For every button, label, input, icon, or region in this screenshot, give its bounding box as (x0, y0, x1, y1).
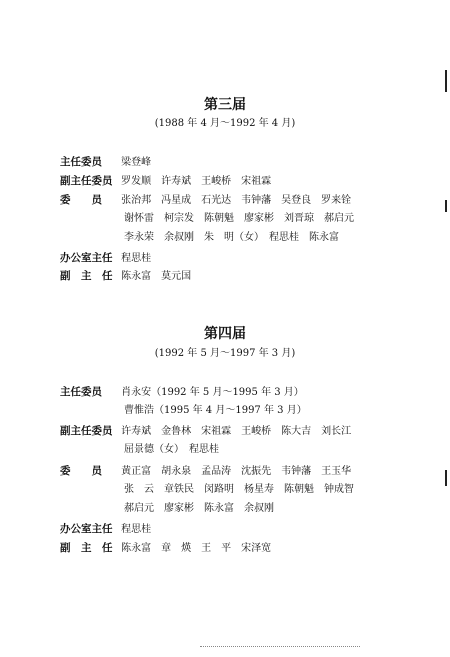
fourth-director-2: 曹惟浩（1995 年 4 月～1997 年 3 月） (124, 405, 307, 416)
third-director-label: 主任委员 (60, 156, 102, 168)
third-deputy-row (60, 171, 271, 186)
third-members-label: 委 员 (60, 194, 102, 206)
third-members-line1: 张治邦 冯星成 石光达 韦钟藩 吴登良 罗来铨 (121, 195, 352, 206)
third-members-line3: 李永荣 余叔刚 朱 明（女） 程思桂 陈永富 (124, 232, 339, 243)
third-vice-names: 陈永富 莫元国 (121, 271, 192, 282)
fourth-office-name: 程思桂 (121, 524, 152, 535)
fourth-director-label: 主任委员 (60, 386, 102, 398)
third-office-row (60, 248, 151, 263)
third-deputy-label: 副主任委员 (60, 175, 113, 187)
section-title-fourth: 第四届 (204, 326, 246, 342)
scan-edge-mark (445, 200, 447, 212)
fourth-deputy-line2: 屈景德（女） 程思桂 (124, 444, 219, 455)
section-dates-fourth: (1992 年 5 月～1997 年 3 月) (154, 348, 296, 359)
section-dates-third: (1988 年 4 月～1992 年 4 月) (154, 118, 296, 129)
third-deputy-names: 罗发顺 许寿斌 王峻桥 宋祖霖 (121, 176, 272, 187)
fourth-deputy-line1: 许寿斌 金鲁林 宋祖霖 王峻桥 陈大吉 刘长江 (121, 426, 352, 437)
fourth-members-label: 委 员 (60, 465, 102, 477)
scan-edge-mark (445, 470, 447, 486)
third-vice-label: 副 主 任 (60, 270, 113, 282)
fourth-members-row (60, 461, 351, 476)
fourth-members-line1: 黄正富 胡永泉 孟品涛 沈振先 韦钟藩 王玉华 (121, 466, 352, 477)
third-members-row (60, 190, 351, 205)
fourth-members-line2: 张 云 章铁民 闵路明 杨星寿 陈朝魁 钟成智 (124, 484, 354, 495)
third-office-name: 程思桂 (121, 253, 152, 264)
section-title-third: 第三届 (204, 97, 246, 113)
fourth-office-row (60, 519, 151, 534)
scan-edge-mark (445, 70, 447, 92)
scan-bottom-noise (200, 646, 360, 651)
third-office-label: 办公室主任 (60, 252, 113, 264)
fourth-deputy-label: 副主任委员 (60, 425, 113, 437)
third-members-line2: 谢怀雷 柯宗发 陈朝魁 廖家彬 刘晋琼 郝启元 (124, 213, 354, 224)
fourth-members-line3: 郝启元 廖家彬 陈永富 余叔刚 (124, 503, 274, 514)
fourth-vice-label: 副 主 任 (60, 542, 113, 554)
fourth-director-row-1 (60, 382, 304, 397)
third-director-name: 梁登峰 (121, 157, 152, 168)
fourth-office-label: 办公室主任 (60, 523, 113, 535)
fourth-vice-names: 陈永富 章 煐 王 平 宋泽宽 (121, 543, 272, 554)
fourth-director-1: 肖永安（1992 年 5 月～1995 年 3 月） (121, 387, 304, 398)
third-director-row (60, 152, 151, 167)
third-vice-row (60, 266, 191, 281)
fourth-deputy-row (60, 421, 351, 436)
fourth-vice-row (60, 538, 271, 553)
